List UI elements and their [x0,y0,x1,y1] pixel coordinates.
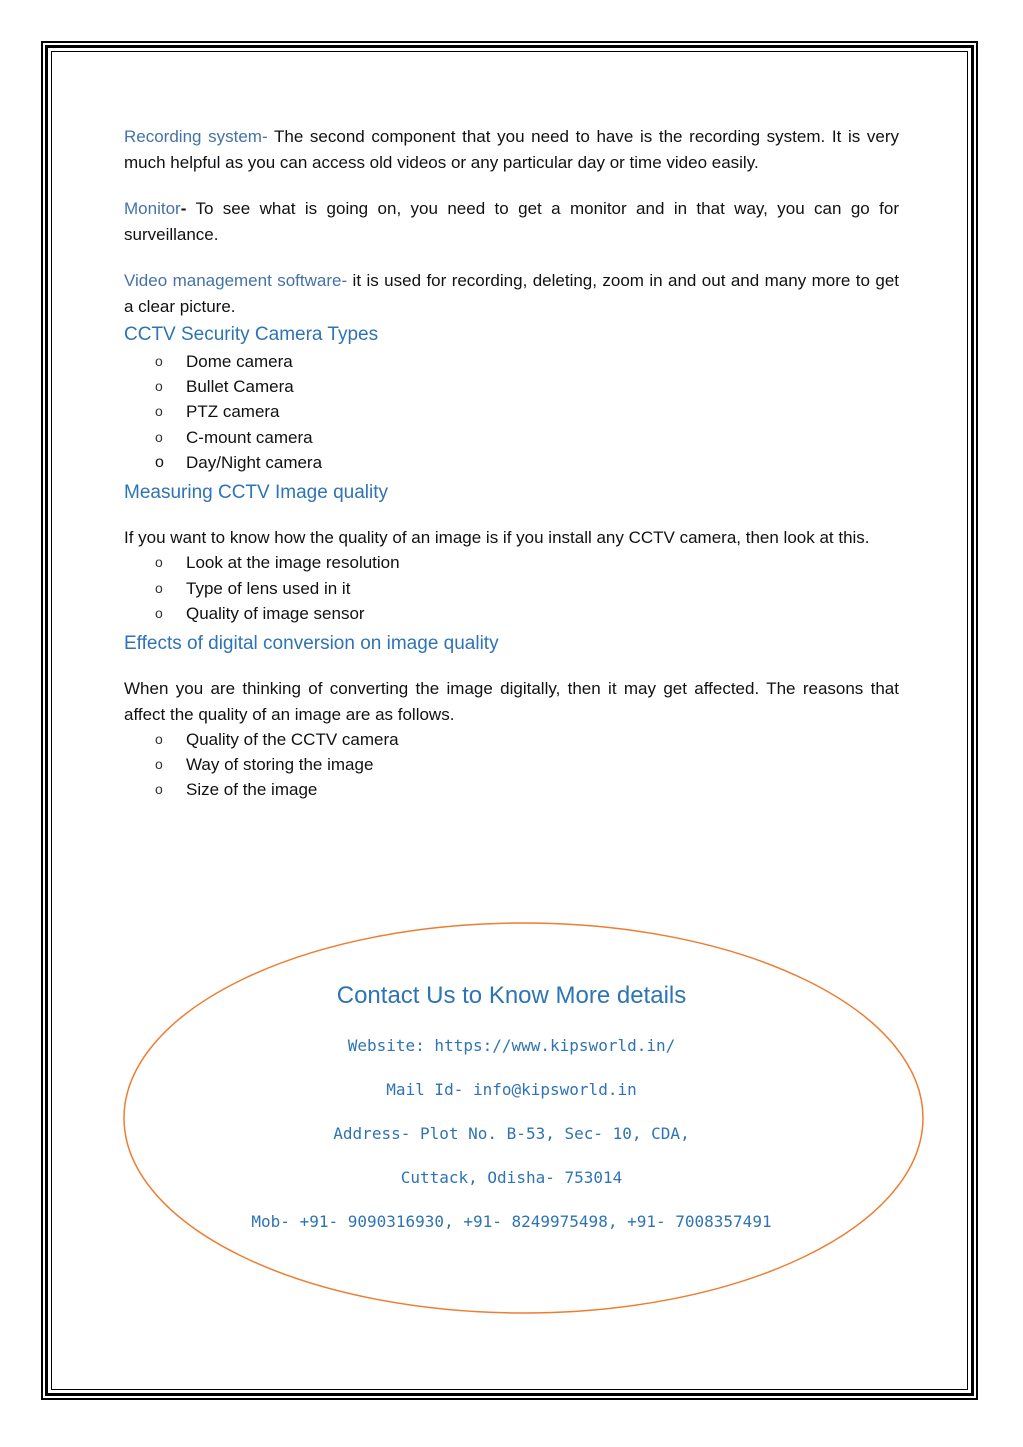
camera-types-list [124,349,899,475]
document-body [124,124,899,803]
measuring-list [124,550,899,626]
contact-title: Contact Us to Know More details [336,982,687,1009]
contact-website[interactable]: Website: https://www.kipsworld.in/ [347,1036,676,1055]
contact-mobile: Mob- +91- 9090316930, +91- 8249975498, +91- 7008357491 [251,1212,772,1231]
bullet-icon: o [155,403,163,420]
vms-paragraph [124,268,899,319]
monitor-lead: Monitor [124,199,181,218]
bullet-icon: o [155,353,163,369]
bullet-icon: o [155,579,163,596]
bullet-icon: o [155,781,163,798]
list-item: o C-mount camera [186,425,899,450]
list-item: o Bullet Camera [186,374,899,399]
list-item: o Day/Night camera [186,450,899,475]
measuring-intro: If you want to know how the quality of an image is if you install any CCTV camera, then look at this. [124,527,870,547]
effects-intro: When you are thinking of converting the image digitally, then it may get affected. The reasons that affect the quality of an image are as follows. [124,679,899,724]
list-item: o Size of the image [186,777,899,802]
list-item: o Quality of image sensor [186,601,899,626]
contact-address-line1: Address- Plot No. B-53, Sec- 10, CDA, [333,1124,690,1143]
list-item: o Dome camera [186,349,899,374]
bullet-icon: o [155,453,164,471]
list-item: o Quality of the CCTV camera [186,727,899,752]
measuring-heading: Measuring CCTV Image quality [124,481,388,503]
camera-types-heading: CCTV Security Camera Types [124,324,379,345]
vms-lead: Video management software- [124,271,348,290]
bullet-icon: o [155,378,163,395]
bullet-icon: o [155,604,163,621]
monitor-paragraph [124,196,899,247]
bullet-icon: o [155,554,163,571]
bullet-icon: o [155,756,163,773]
contact-mail[interactable]: Mail Id- info@kipsworld.in [386,1080,637,1099]
monitor-text: To see what is going on, you need to get a monitor and in that way, you can go for surveillance. [124,199,899,244]
monitor-dash: - [180,199,187,218]
effects-heading: Effects of digital conversion on image quality [124,633,499,654]
effects-list [124,727,899,803]
list-item: o Look at the image resolution [186,550,899,575]
bullet-icon: o [155,731,163,747]
recording-system-lead: Recording system- [124,127,268,146]
recording-system-paragraph [124,124,899,175]
list-item: o Way of storing the image [186,752,899,777]
vms-text: it is used for recording, deleting, zoom in and out and many more to get a clear picture. [124,271,899,316]
list-item: o Type of lens used in it [186,576,899,601]
bullet-icon: o [155,428,163,445]
recording-system-text: The second component that you need to have is the recording system. It is very much helpful as you can access old videos or any particular day or time video easily. [124,127,899,172]
list-item: o PTZ camera [186,399,899,424]
contact-address-line2: Cuttack, Odisha- 753014 [400,1168,623,1187]
